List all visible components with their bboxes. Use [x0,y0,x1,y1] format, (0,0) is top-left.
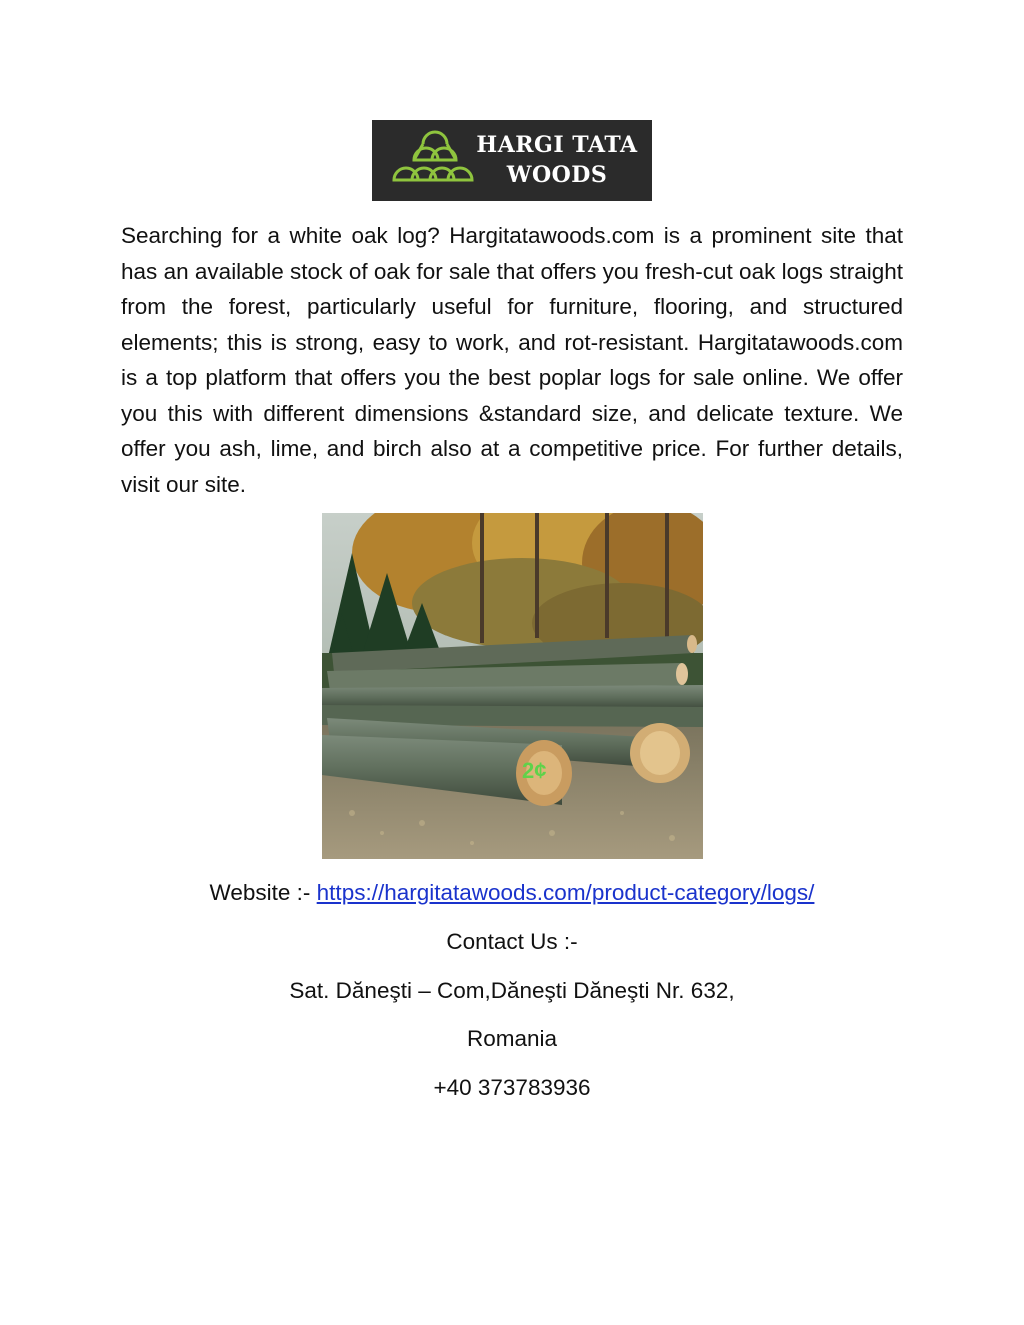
contact-phone: +40 373783936 [433,1075,591,1100]
logo-line-1: HARGI TATA [476,132,638,158]
contact-heading: Contact Us :- [446,929,578,954]
logo [372,120,652,201]
logo-text [472,130,642,190]
website-label: Website :- [209,880,317,905]
website-link[interactable]: https://hargitatawoods.com/product-category/logs/ [316,880,815,905]
logo-line-2: WOODS [506,162,608,188]
logs-photo [322,513,703,859]
contact-address: Sat. Dăneşti – Com,Dăneşti Dăneşti Nr. 632, [289,978,735,1003]
logs-photo-illustration [322,513,703,859]
intro-paragraph: Searching for a white oak log? Hargitatawoods.com is a prominent site that has an available stock of oak for sale that offers you fresh-cut oak logs straight from the forest, particularly useful for furniture, flooring, and structured elements; this is strong, easy to work, and rot-resistant. Hargitatawoods.com is a top platform that offers you the best poplar logs for sale online. We offer you this with different dimensions &standard size, and delicate texture. We offer you ash, lime, and birch also at a competitive price. For further details, visit our site. [121,223,903,497]
log-stack-icon [390,130,480,192]
contact-country: Romania [466,1026,558,1051]
log-chalk-mark: 2¢ [522,758,547,783]
website-line [0,878,1024,908]
